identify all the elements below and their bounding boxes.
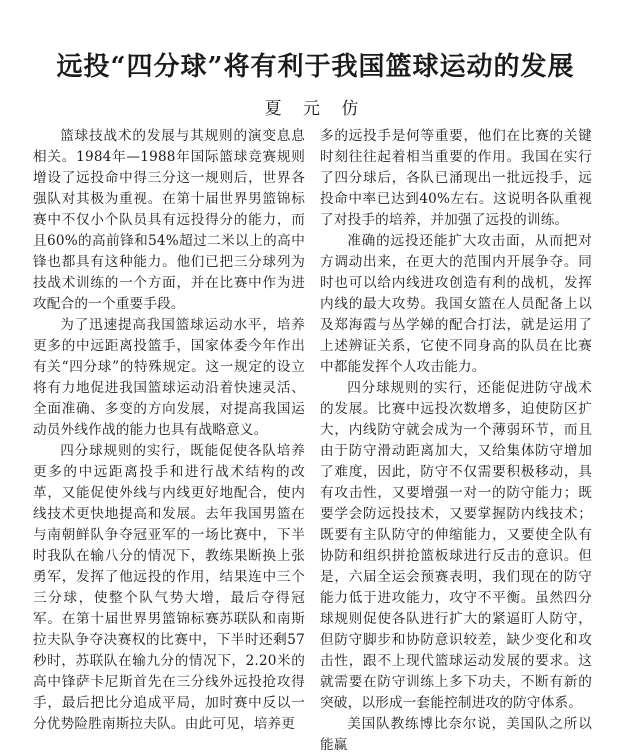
- left-column: [33, 126, 305, 735]
- paragraph: 准确的远投还能扩大攻击面，从而把对方调动出来，在更大的范围内开展争夺。同时也可以给内线进攻创造有利的战机，发挥内线的最大攻势。我国女篮在人员配备上以及郑海霞与丛学娣的配合打法，就是运用了上述辨证关系，它使不同身高的队员在比赛中都能发挥个人攻击能力。: [320, 233, 592, 375]
- paragraph: 美国队教练博比奈尔说，美国队之所以能赢: [320, 716, 592, 753]
- paragraph-continued: 多的远投手是何等重要，他们在比赛的关键时刻往往起着相当重要的作用。我国在实行了四分球后，各队已涌现出一批远投手，远投命中率已达到40%左右。这说明各队重视了对投手的培养，并加强了远投的训练。: [320, 128, 592, 228]
- paragraph: 篮球技战术的发展与其规则的演变息息相关。1984年—1988年国际篮球竞赛规则增设了远投命中得三分这一规则后，世界各强队对其极为重视。在第十届世界男篮锦标赛中不仅小个队员具有远投得分的能力，而且60%的高前锋和54%超过二米以上的高中锋也都具有这种能力。他们已把三分球列为技战术训练的一个方面，并在比赛中作为进攻配合的一个重要手段。: [33, 128, 305, 312]
- paragraph: 四分球规则的实行，还能促进防守战术的发展。比赛中远投次数增多，迫使防区扩大，内线防守就会成为一个薄弱环节，而且由于防守滑动距离加大，又给集体防守增加了难度，因此，防守不仅需要积极移动，具有攻击性，又要增强一对一的防守能力；既要学会防远投技术，又要掌握防内线技术；既要有主队防守的伸缩能力，又要使全队有协防和组织拼抢篮板球进行反击的意识。但是，六届全运会预赛表明，我们现在的防守能力低于进攻能力，攻守不平衡。虽然四分球规则促使各队进行扩大的紧逼盯人防守，但防守脚步和协防意识较差，缺少变化和攻击性，跟不上现代篮球运动发展的要求。这就需要在防守训练上多下功夫，不断有新的突破，以形成一套能控制进攻的防守体系。: [320, 380, 592, 711]
- paragraph: 四分球规则的实行，既能促使各队培养更多的中远距离投手和进行战术结构的改革，又能促使外线与内线更好地配合，使内线技术更快地提高和发展。去年我国男篮在与南朝鲜队争夺冠亚军的一场比赛中，下半时我队在输八分的情况下，教练果断换上张勇军，发挥了他远投的作用，结果连中三个三分球，使整个队气势大增，最后夺得冠军。在第十届世界男篮锦标赛苏联队和南斯拉夫队争夺决赛权的比赛中，下半时还剩57秒时，苏联队在输九分的情况下，2.20米的高中锋萨卡尼斯首先在三分线外远投抢攻得手，最后把比分追成平局，加时赛中反以一分优势险胜南斯拉夫队。由此可见，培养更: [33, 443, 305, 732]
- article-title: 远投“四分球”将有利于我国篮球运动的发展: [56, 52, 575, 82]
- paragraph: 为了迅速提高我国篮球运动水平，培养更多的中远距离投篮手，国家体委今年作出有关“四分球”的特殊规定。这一规定的设立将有力地促进我国篮球运动沿着快速灵活、全面准确、多变的方向发展，对提高我国运动员外线作战的能力也具有战略意义。: [33, 317, 305, 438]
- right-column: [320, 126, 592, 756]
- article-author: 夏 元 仿: [264, 99, 367, 119]
